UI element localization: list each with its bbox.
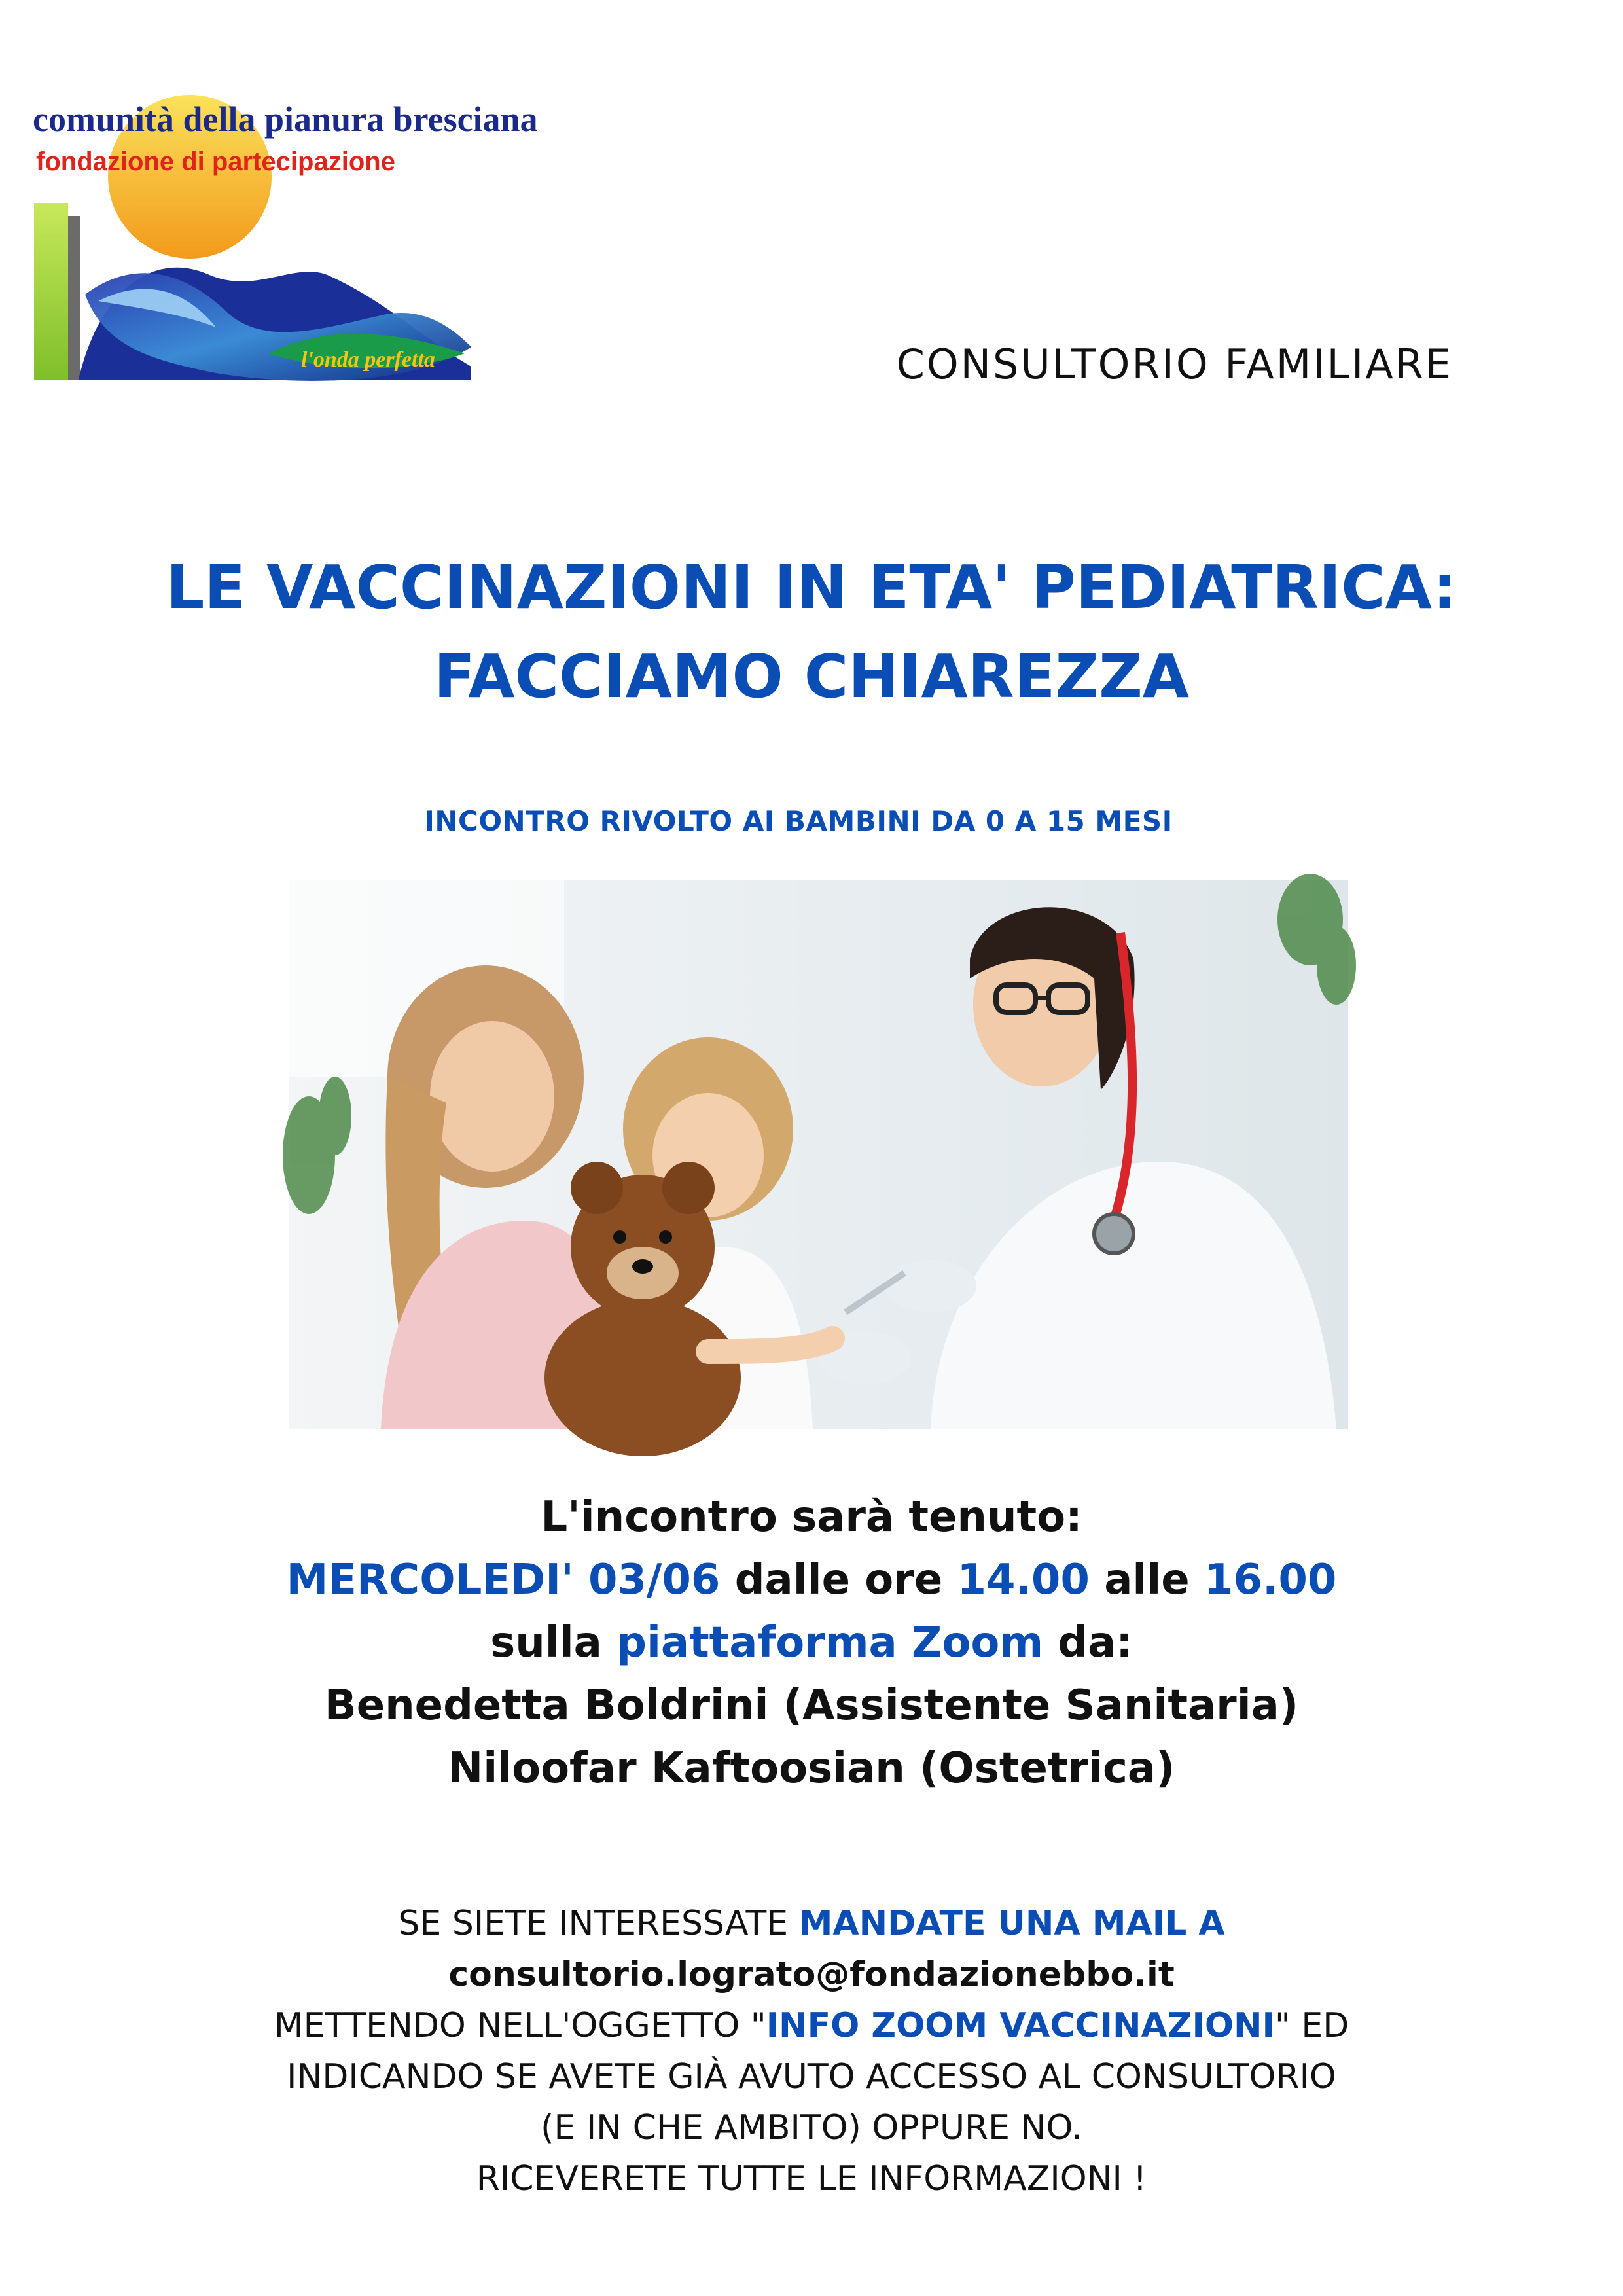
email-address[interactable]: consultorio.lograto@fondazionebbo.it — [448, 1955, 1175, 1994]
subject-suffix: " ED — [1274, 2006, 1349, 2045]
from-text: dalle ore — [720, 1556, 957, 1604]
info-line-6: RICEVERETE TUTTE LE INFORMAZIONI ! — [476, 2159, 1147, 2198]
title-line-1: LE VACCINAZIONI IN ETA' PEDIATRICA: — [166, 552, 1457, 622]
details-platform — [157, 1611, 1466, 1674]
logo-tagline: l'onda perfetta — [301, 348, 435, 372]
speaker-1: Benedetta Boldrini (Assistente Sanitaria) — [324, 1681, 1299, 1730]
foundation-logo — [20, 79, 538, 399]
audience-subtitle: INCONTRO RIVOLTO AI BAMBINI DA 0 A 15 MESI — [424, 805, 1173, 837]
contact-email[interactable] — [157, 1949, 1466, 2000]
platform-name: piattaforma Zoom — [616, 1619, 1043, 1667]
end-time: 16.00 — [1204, 1556, 1337, 1604]
info-line-5: (E IN CHE AMBITO) OPPURE NO. — [541, 2108, 1082, 2147]
speaker-2: Niloofar Kaftoosian (Ostetrica) — [448, 1744, 1175, 1793]
platform-prefix: sulla — [490, 1619, 617, 1667]
contact-info — [157, 1898, 1466, 2204]
subject-text: INFO ZOOM VACCINAZIONI — [766, 2006, 1275, 2045]
to-text: alle — [1089, 1556, 1204, 1604]
logo-title: comunità della pianura bresciana — [33, 99, 538, 139]
platform-suffix: da: — [1043, 1619, 1133, 1667]
info-prefix: SE SIETE INTERESSATE — [398, 1904, 799, 1943]
info-call-to-action: MANDATE UNA MAIL A — [798, 1904, 1225, 1943]
header-label: CONSULTORIO FAMILIARE — [896, 340, 1453, 388]
title-line-2: FACCIAMO CHIAREZZA — [434, 641, 1189, 711]
event-day: MERCOLEDI' 03/06 — [286, 1556, 721, 1604]
start-time: 14.00 — [957, 1556, 1090, 1604]
info-line-3 — [157, 2000, 1466, 2051]
logo-subtitle: fondazione di partecipazione — [36, 147, 395, 176]
pediatric-vaccination-photo — [289, 880, 1348, 1429]
details-schedule — [157, 1549, 1466, 1611]
event-details — [157, 1486, 1466, 1800]
subject-prefix: METTENDO NELL'OGGETTO " — [274, 2006, 766, 2045]
page-title — [92, 543, 1531, 721]
info-line-1 — [157, 1898, 1466, 1949]
details-intro: L'incontro sarà tenuto: — [541, 1493, 1082, 1541]
info-line-4: INDICANDO SE AVETE GIÀ AVUTO ACCESSO AL CONSULTORIO — [287, 2057, 1336, 2096]
